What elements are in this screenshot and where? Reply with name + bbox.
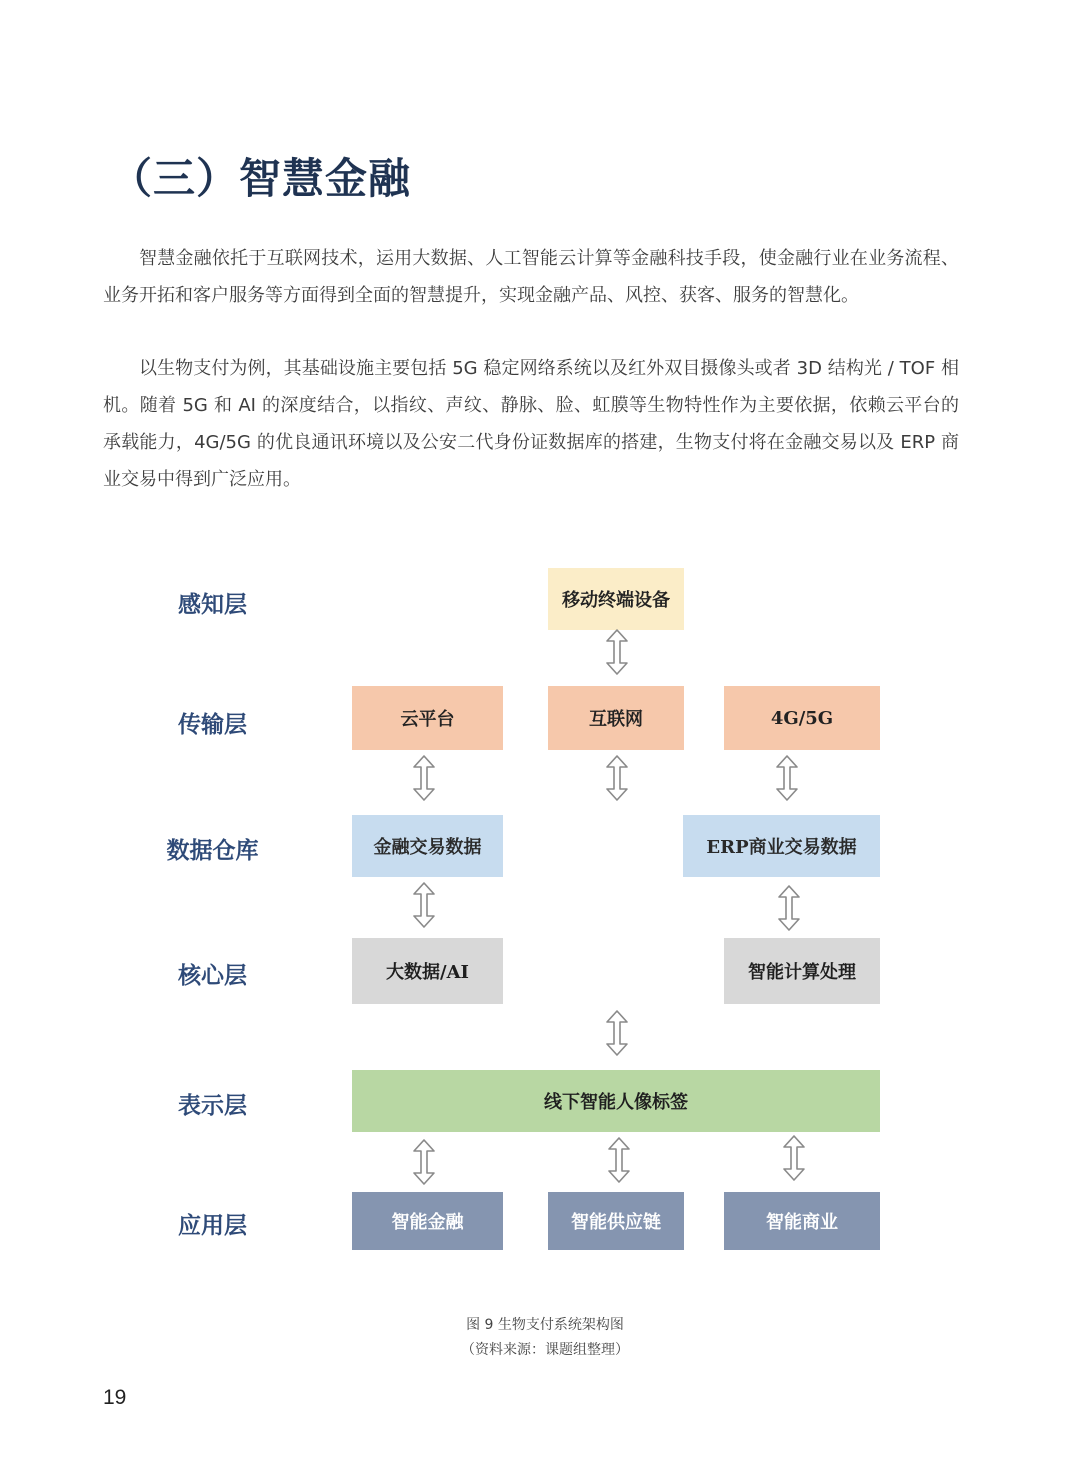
box-finance-transaction-data: 金融交易数据 bbox=[352, 815, 503, 877]
layer-label-core: 核心层 bbox=[178, 962, 247, 989]
double-arrow-icon bbox=[604, 1009, 630, 1057]
figure-source: （资料来源：课题组整理） bbox=[461, 1342, 629, 1358]
double-arrow-icon bbox=[604, 628, 630, 676]
double-arrow-icon bbox=[781, 1134, 807, 1182]
layer-label-warehouse: 数据仓库 bbox=[166, 837, 259, 864]
double-arrow-icon bbox=[776, 884, 802, 932]
box-internet: 互联网 bbox=[548, 686, 684, 750]
page-number: 19 bbox=[103, 1386, 127, 1409]
box-cloud-platform: 云平台 bbox=[352, 686, 503, 750]
box-bigdata-ai: 大数据/AI bbox=[352, 938, 503, 1004]
section-title: （三）智慧金融 bbox=[110, 154, 412, 203]
box-smart-finance: 智能金融 bbox=[352, 1192, 503, 1250]
layer-label-application: 应用层 bbox=[178, 1212, 247, 1239]
double-arrow-icon bbox=[774, 754, 800, 802]
box-smart-supply-chain: 智能供应链 bbox=[548, 1192, 684, 1250]
paragraph-biometric-payment: 以生物支付为例，其基础设施主要包括 5G 稳定网络系统以及红外双目摄像头或者 3D 结构光 / TOF 相机。随着 5G 和 AI 的深度结合，以指纹、声纹、静脉、脸、虹膜等生物特性作为主要依据，依赖云平台的承载能力，4G/5G 的优良通讯环境以及公安二代身份证数据库的搭建，生物支付将在金融交易以及 ERP 商业交易中得到广泛应用。 bbox=[103, 358, 959, 490]
figure-caption: 图 9 生物支付系统架构图 bbox=[466, 1317, 624, 1333]
layer-label-transport: 传输层 bbox=[178, 711, 247, 738]
double-arrow-icon bbox=[411, 881, 437, 929]
paragraph-intro: 智慧金融依托于互联网技术，运用大数据、人工智能云计算等金融科技手段，使金融行业在业务流程、业务开拓和客户服务等方面得到全面的智慧提升，实现金融产品、风控、获客、服务的智慧化。 bbox=[103, 248, 959, 306]
box-4g-5g: 4G/5G bbox=[724, 686, 880, 750]
layer-label-presentation: 表示层 bbox=[178, 1092, 247, 1119]
double-arrow-icon bbox=[606, 1136, 632, 1184]
box-erp-transaction-data: ERP商业交易数据 bbox=[683, 815, 880, 877]
layer-label-perception: 感知层 bbox=[178, 591, 247, 618]
double-arrow-icon bbox=[604, 754, 630, 802]
box-offline-portrait-tag: 线下智能人像标签 bbox=[352, 1070, 880, 1132]
box-smart-business: 智能商业 bbox=[724, 1192, 880, 1250]
double-arrow-icon bbox=[411, 1138, 437, 1186]
box-smart-computing: 智能计算处理 bbox=[724, 938, 880, 1004]
double-arrow-icon bbox=[411, 754, 437, 802]
box-mobile-device: 移动终端设备 bbox=[548, 568, 684, 630]
